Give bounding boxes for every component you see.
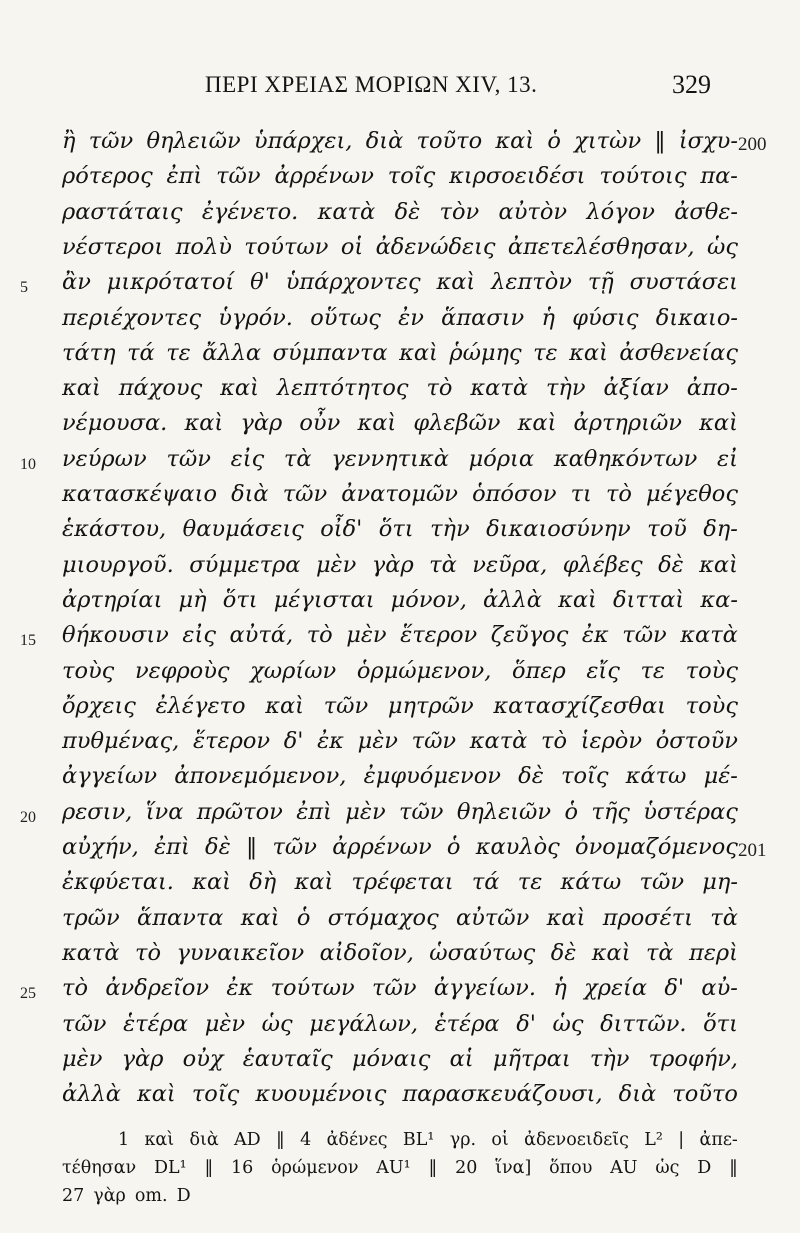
line-number: 15 [20,632,36,650]
text-line: αὐχήν, ἐπὶ δὲ ‖ τῶν ἀρρένων ὁ καυλὸς ὀνομαζόμενος [62,834,738,860]
text-line: ὄρχεις ἐλέγετο καὶ τῶν μητρῶν κατασχίζεσθαι τοὺς [62,692,738,719]
text-line: ἀλλὰ καὶ τοῖς κυουμένοις παρασκευάζουσι, διὰ τοῦτο [62,1081,738,1108]
text-line: νεύρων τῶν εἰς τὰ γεννητικὰ μόρια καθηκόντων εἰ [62,445,738,472]
margin-reference-number: 201 [738,840,767,861]
text-line: πυθμένας, ἕτερον δ' ἐκ μὲν τῶν κατὰ τὸ ἱερὸν ὀστοῦν [62,728,738,755]
text-line: μὲν γὰρ οὐχ ἑαυταῖς μόναις αἱ μῆτραι τὴν τροφήν, [62,1045,738,1072]
text-line: τῶν ἑτέρα μὲν ὡς μεγάλων, ἑτέρα δ' ὡς διττῶν. ὅτι [62,1010,738,1037]
text-line: ἀγγείων ἀπονεμόμενον, ἐμφυόμενον δὲ τοῖς κάτω μέ- [62,763,738,790]
line-number: 10 [20,455,36,473]
text-line: ἢ τῶν θηλειῶν ὑπάρχει, διὰ τοῦτο καὶ ὁ χιτὼν ‖ ἰσχυ- [62,128,738,154]
line-number: 5 [20,279,28,297]
text-line: νέστεροι πολὺ τούτων οἱ ἀδενώδεις ἀπετελέσθησαν, ὡς [62,233,738,260]
text-line: ἀρτηρίαι μὴ ὅτι μέγισται μόνον, ἀλλὰ καὶ διτταὶ κα- [62,586,738,613]
line-number: 20 [20,808,36,826]
text-line: ἑκάστου, θαυμάσεις οἶδ' ὅτι τὴν δικαιοσύνην τοῦ δη- [62,516,738,543]
text-line: ἐκφύεται. καὶ δὴ καὶ τρέφεται τά τε κάτω τῶν μη- [62,869,738,896]
text-line: καὶ πάχους καὶ λεπτότητος τὸ κατὰ τὴν ἀξίαν ἀπο- [62,375,738,402]
text-line: τὸ ἀνδρεῖον ἐκ τούτων τῶν ἀγγείων. ἡ χρεία δ' αὐ- [62,975,738,1002]
text-line: κατασκέψαιο διὰ τῶν ἀνατομῶν ὁπόσον τι τὸ μέγεθος [62,481,738,507]
text-line: τοὺς νεφροὺς χωρίων ὁρμώμενον, ὅπερ εἴς τε τοὺς [62,657,738,684]
text-line: ἂν μικρότατοί θ' ὑπάρχοντες καὶ λεπτὸν τῇ συστάσει [62,269,738,296]
text-line: κατὰ τὸ γυναικεῖον αἰδοῖον, ὡσαύτως δὲ καὶ τὰ περὶ [62,939,738,966]
line-number: 25 [20,985,36,1003]
text-line: θήκουσιν εἰς αὐτά, τὸ μὲν ἕτερον ζεῦγος ἐκ τῶν κατὰ [62,622,738,649]
running-title: ΠΕΡΙ ΧΡΕΙΑΣ ΜΟΡΙΩΝ XIV, 13. [205,72,538,97]
text-line: ρεσιν, ἵνα πρῶτον ἐπὶ μὲν τῶν θηλειῶν ὁ τῆς ὑστέρας [62,798,738,825]
text-line: περιέχοντες ὑγρόν. οὕτως ἐν ἅπασιν ἡ φύσις δικαιο- [62,304,738,331]
margin-reference-number: 200 [738,134,767,155]
text-line: τάτη τά τε ἄλλα σύμπαντα καὶ ῥώμης τε καὶ ἀσθενείας [62,339,738,366]
text-line: νέμουσα. καὶ γὰρ οὖν καὶ φλεβῶν καὶ ἀρτηριῶν καὶ [62,410,738,437]
footnote-line: 27 γὰρ om. D [62,1186,191,1206]
footnote-line: 1 καὶ διὰ AD ‖ 4 ἀδένες BL¹ γρ. οἱ ἀδενοειδεῖς L² | ἀπε- [118,1130,738,1150]
page-header [0,70,800,110]
text-line: τρῶν ἅπαντα καὶ ὁ στόμαχος αὐτῶν καὶ προσέτι τὰ [62,904,738,931]
footnote-line: τέθησαν DL¹ ‖ 16 ὁρώμενον AU¹ ‖ 20 ἵνα] ὅπου AU ὡς D ‖ [62,1158,738,1178]
text-line: ραστάταις ἐγένετο. κατὰ δὲ τὸν αὐτὸν λόγον ἀσθε- [62,198,738,225]
text-line: ρότερος ἐπὶ τῶν ἀρρένων τοῖς κιρσοειδέσι τούτοις πα- [62,163,738,190]
page-number: 329 [672,70,711,99]
text-line: μιουργοῦ. σύμμετρα μὲν γὰρ τὰ νεῦρα, φλέβες δὲ καὶ [62,551,738,578]
